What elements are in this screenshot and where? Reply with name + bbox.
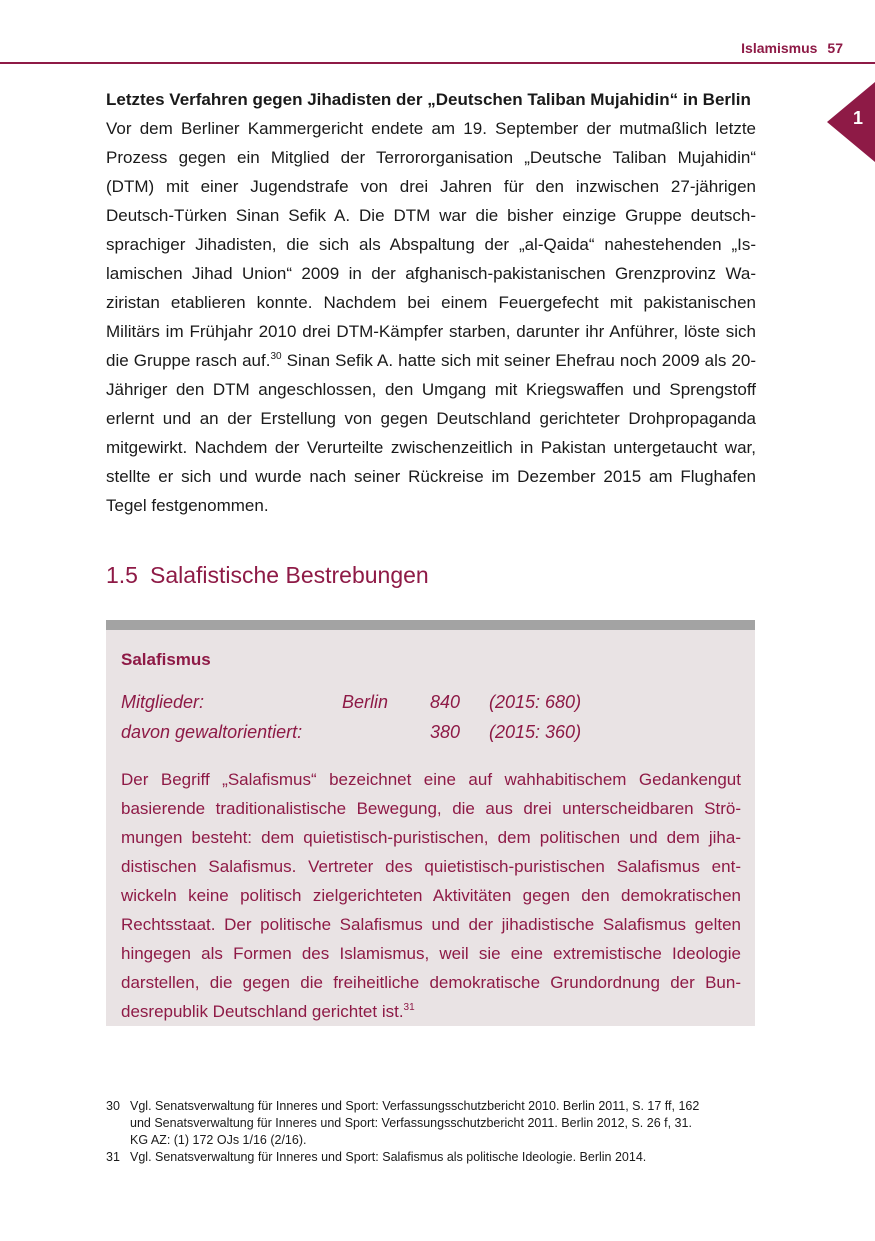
footnote-ref-31: 31 <box>403 1002 415 1013</box>
footnote-number: 31 <box>106 1150 120 1164</box>
section-number: 1.5 <box>106 562 138 588</box>
footnote-line: KG AZ: (1) 172 OJs 1/16 (2/16). <box>130 1133 307 1147</box>
header-rule <box>0 62 875 64</box>
info-box-text <box>121 765 741 1026</box>
stats-previous: (2015: 360) <box>489 722 582 742</box>
running-header-section: Islamismus <box>741 40 818 56</box>
stats-label: Mitglieder: <box>121 692 205 712</box>
page-number: 57 <box>827 40 843 56</box>
footnote-31 <box>106 1149 766 1166</box>
article-title: Letztes Verfahren gegen Jihadisten der „Deutschen Taliban Mujahidin“ in Berlin <box>106 90 751 109</box>
footnote-number: 30 <box>106 1099 120 1113</box>
article-paragraph <box>106 114 756 520</box>
running-header <box>741 40 843 56</box>
stats-place: Berlin <box>342 692 389 712</box>
section-title: Salafistische Bestrebungen <box>149 562 429 588</box>
stats-value: 840 <box>430 692 461 712</box>
footnote-text <box>130 1149 646 1166</box>
page-header <box>0 0 875 64</box>
stats-value: 380 <box>430 722 461 742</box>
article-text-part1: Vor dem Berliner Kammergericht endete am 19. September der mutmaßlich letzte Prozess gegen ein Mitglied der Terrororganisation „Deutsche Taliban Mujahidin“ (DTM) mit einer Jugendstrafe von drei Jahren für den inzwischen 27-jährigen Deutsch-Türken Sinan Sefik A. Die DTM war die bisher einzige Gruppe deutschsprachiger Jihadisten, die sich als Abspaltung der „al-Qaida“ nahestehenden „Islamischen Jihad Union“ 2009 in der afghanisch-pakistanischen Grenzprovinz Waziristan etablieren konnte. Nachdem bei einem Feuergefecht mit pakistanischen Militärs im Frühjahr 2010 drei DTM-Kämpfer starben, darunter ihr Anführer, löste sich die Gruppe rasch auf. <box>106 119 756 370</box>
section-heading <box>106 562 429 589</box>
chapter-number: 1 <box>852 108 863 128</box>
footnote-line: Vgl. Senatsverwaltung für Inneres und Sport: Verfassungsschutzbericht 2010. Berlin 2011, S. 17 ff, 162 <box>130 1099 700 1113</box>
chapter-tab <box>827 82 875 162</box>
stats-label: davon gewaltorientiert: <box>121 722 303 742</box>
footnote-30 <box>106 1098 766 1149</box>
footnote-text <box>130 1098 699 1149</box>
chapter-tab-shape <box>827 82 875 162</box>
stats-previous: (2015: 680) <box>489 692 582 712</box>
article <box>106 86 756 520</box>
footnotes <box>106 1098 766 1166</box>
info-box-title: Salafismus <box>121 650 211 669</box>
article-text-part2: Sinan Sefik A. hatte sich mit seiner Ehefrau noch 2009 als 20-Jähriger den DTM angeschlossen, den Umgang mit Kriegswaffen und Sprengstoff erlernt und an der Erstellung von gegen Deutschland gerichteter Drohpropaganda mitgewirkt. Nachdem der Verurteilte zwischenzeitlich in Pakistan untergetaucht war, stellte er sich und wurde nach seiner Rückreise im Dezember 2015 am Flughafen Tegel festgenommen. <box>106 351 757 515</box>
footnote-line: und Senatsverwaltung für Inneres und Sport: Verfassungsschutzbericht 2011. Berlin 2012, S. 26 f, 31. <box>130 1116 692 1130</box>
footnote-line: Vgl. Senatsverwaltung für Inneres und Sport: Salafismus als politische Ideologie. Berlin 2014. <box>130 1150 647 1164</box>
salafismus-info-box <box>106 620 755 1026</box>
info-box-body: Der Begriff „Salafismus“ bezeichnet eine auf wahhabitischem Gedankengut basierende traditionalistische Bewegung, die aus drei unterscheidbaren Strömungen besteht: dem quietistisch-puristischen, dem politischen und dem jihadistischen Salafismus. Vertreter des quietistisch-puristischen Salafismus entwickeln keine politisch zielgerichteten Aktivitäten gegen den demokratischen Rechtsstaat. Der politische Salafismus und der jihadistische Salafismus gelten hingegen als Formen des Islamismus, weil sie eine extremistische Ideologie darstellen, die gegen die freiheitliche demokratische Grundordnung der Bundesrepublik Deutschland gerichtet ist. <box>121 770 741 1021</box>
footnote-ref-30: 30 <box>270 351 282 362</box>
